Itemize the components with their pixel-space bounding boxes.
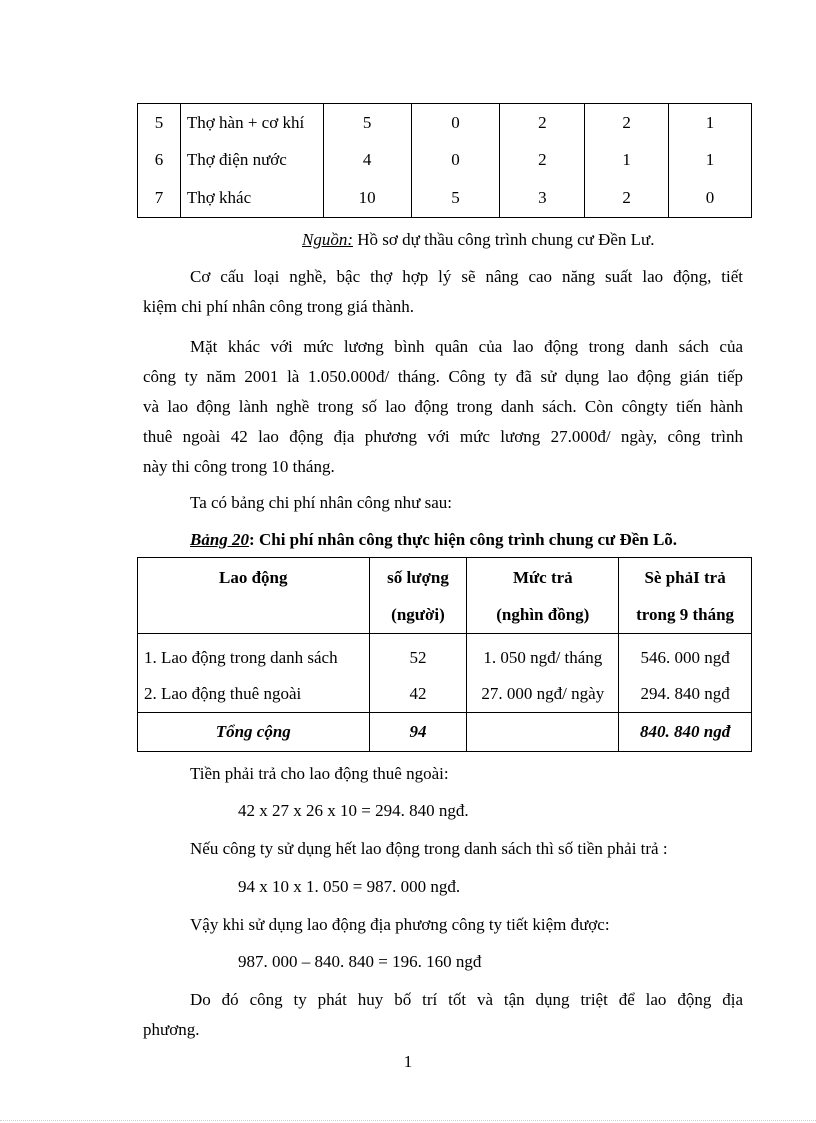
- cell-value: 1: [585, 142, 669, 180]
- conclusion-paragraph: [143, 985, 743, 1045]
- cell-value: 1: [669, 142, 752, 180]
- calc-intro-2: Nếu công ty sử dụng hết lao động trong danh sách thì số tiền phải trả :: [190, 839, 668, 858]
- table-caption-label: Bảng 20: [190, 530, 250, 549]
- row-number: 5: [138, 104, 181, 142]
- calc-formula-1: 42 x 27 x 26 x 10 = 294. 840 ngđ.: [238, 801, 469, 820]
- cell-value: 0: [411, 142, 500, 180]
- table-row: [138, 104, 752, 142]
- table-row: [138, 179, 752, 217]
- header-rate: [467, 558, 619, 634]
- cell-value: 5: [323, 104, 411, 142]
- cell-value: 3: [500, 179, 585, 217]
- trade-name: Thợ khác: [180, 179, 323, 217]
- paragraph-line: và lao động lành nghề trong số lao động trong danh sách. Còn côngty tiến hành: [143, 397, 743, 416]
- labor-name: 1. Lao động trong danh sách: [138, 634, 370, 677]
- trade-name: Thợ điện nước: [180, 142, 323, 180]
- paragraph-line: công ty năm 2001 là 1.050.000đ/ tháng. Công ty đã sử dụng lao động gián tiếp: [143, 367, 743, 386]
- total-rate: [467, 713, 619, 752]
- trade-name: Thợ hàn + cơ khí: [180, 104, 323, 142]
- paragraph-line: Do đó công ty phát huy bố trí tốt và tận dụng triệt để lao động địa: [190, 990, 743, 1009]
- source-label: Nguồn:: [302, 230, 353, 249]
- source-note: [302, 229, 655, 251]
- paragraph-line: kiệm chi phí nhân công trong giá thành.: [143, 297, 414, 316]
- cell-value: 5: [411, 179, 500, 217]
- header-text: số lượng: [387, 567, 449, 587]
- cell-value: 2: [585, 104, 669, 142]
- labor-total: 294. 840 ngđ: [619, 676, 752, 713]
- labor-quantity: 52: [369, 634, 467, 677]
- table-row: [138, 142, 752, 180]
- calc-formula-3: 987. 000 – 840. 840 = 196. 160 ngđ: [238, 952, 482, 971]
- cell-value: 0: [669, 179, 752, 217]
- labor-name: 2. Lao động thuê ngoài: [138, 676, 370, 713]
- paragraph-line: Cơ cấu loại nghề, bậc thợ hợp lý sẽ nâng cao năng suất lao động, tiết: [190, 267, 743, 286]
- labor-quantity: 42: [369, 676, 467, 713]
- cell-value: 4: [323, 142, 411, 180]
- page-bottom-divider: [0, 1120, 816, 1121]
- calc-intro-1: Tiền phải trả cho lao động thuê ngoài:: [190, 764, 449, 783]
- cell-value: 10: [323, 179, 411, 217]
- paragraph-1: [143, 262, 743, 322]
- row-number: 6: [138, 142, 181, 180]
- header-labor: [138, 558, 370, 634]
- paragraph-2: [143, 332, 743, 482]
- labor-rate: 27. 000 ngđ/ ngày: [467, 676, 619, 713]
- labor-cost-table: [137, 557, 752, 752]
- calc-intro-3: Vậy khi sử dụng lao động địa phương công ty tiết kiệm được:: [190, 915, 610, 934]
- table-total-row: [138, 713, 752, 752]
- paragraph-line: Mặt khác với mức lương bình quân của lao động trong danh sách của: [190, 337, 743, 356]
- total-amount: 840. 840 ngđ: [619, 713, 752, 752]
- table-row: [138, 676, 752, 713]
- labor-rate: 1. 050 ngđ/ tháng: [467, 634, 619, 677]
- page-number: 1: [403, 1052, 413, 1071]
- header-text: Sè phảI trả: [644, 567, 726, 587]
- table-header-row: [138, 558, 752, 634]
- cell-value: 1: [669, 104, 752, 142]
- cell-value: 2: [500, 104, 585, 142]
- paragraph-line: này thi công trong 10 tháng.: [143, 457, 335, 476]
- header-text: Lao động: [219, 568, 288, 587]
- header-quantity: [369, 558, 467, 634]
- paragraph-line: thuê ngoài 42 lao động địa phương với mức lương 27.000đ/ ngày, công trình: [143, 427, 743, 446]
- labor-structure-table-continued: [137, 103, 752, 218]
- table-row: [138, 634, 752, 677]
- cell-value: 2: [585, 179, 669, 217]
- row-number: 7: [138, 179, 181, 217]
- table-caption-text: : Chi phí nhân công thực hiện công trình chung cư Đền Lõ.: [249, 530, 678, 549]
- header-total: [619, 558, 752, 634]
- total-quantity: 94: [369, 713, 467, 752]
- cell-value: 0: [411, 104, 500, 142]
- header-text: Mức trả: [512, 567, 573, 587]
- paragraph-line: phương.: [143, 1020, 200, 1039]
- labor-total: 546. 000 ngđ: [619, 634, 752, 677]
- calc-formula-2: 94 x 10 x 1. 050 = 987. 000 ngđ.: [238, 877, 461, 896]
- source-text: Hồ sơ dự thầu công trình chung cư Đền Lư.: [353, 230, 655, 249]
- header-text: trong 9 tháng: [636, 604, 735, 624]
- header-text: (nghìn đồng): [496, 604, 590, 624]
- paragraph-3: Ta có bảng chi phí nhân công như sau:: [190, 493, 453, 512]
- cell-value: 2: [500, 142, 585, 180]
- header-text: (người): [391, 604, 445, 624]
- total-label: Tổng cộng: [138, 713, 370, 752]
- table-caption: [190, 529, 677, 551]
